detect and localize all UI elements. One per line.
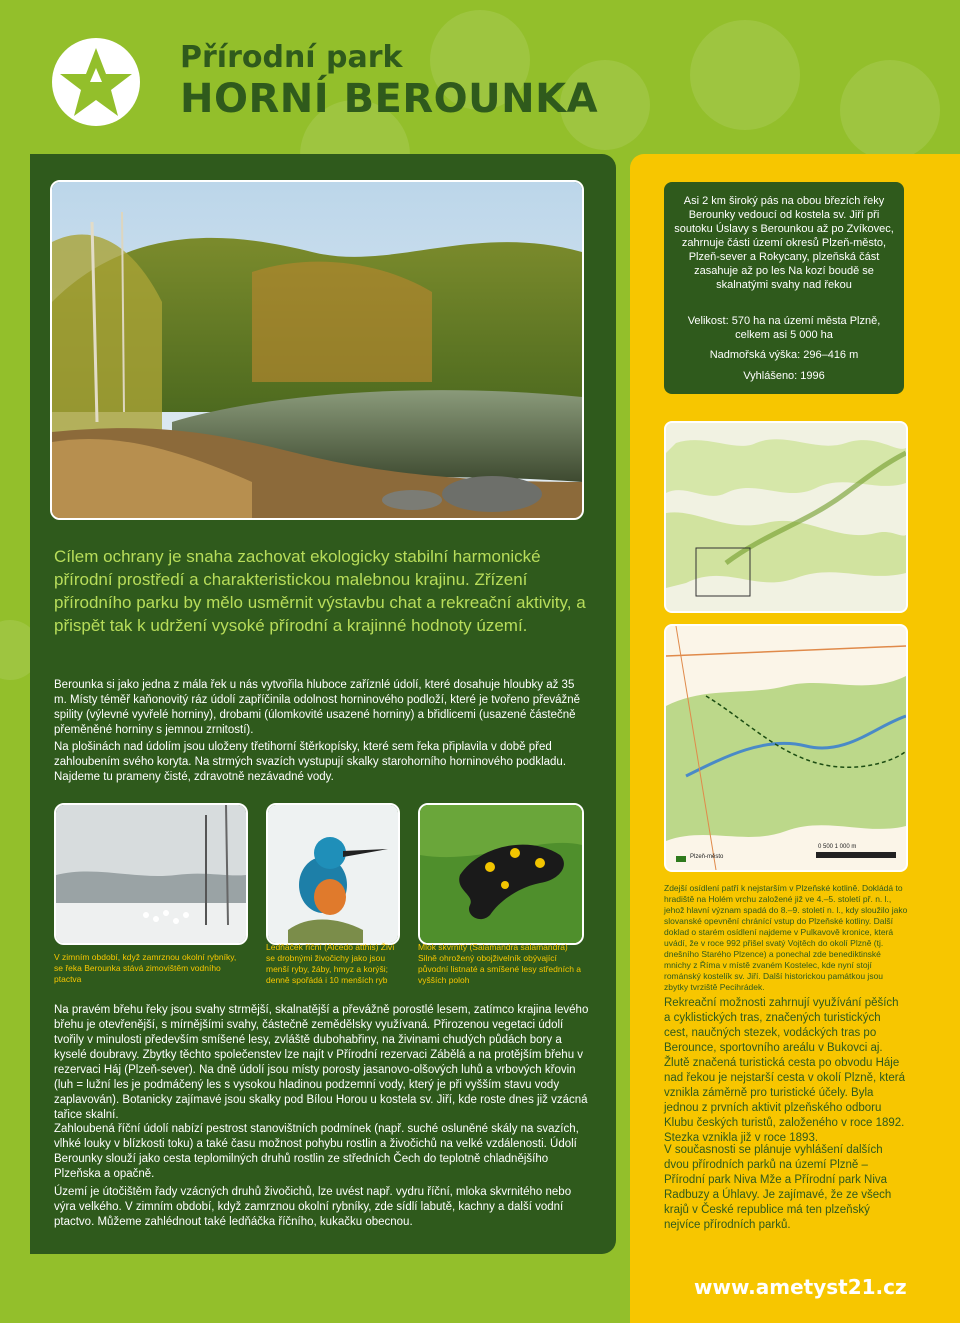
detail-map (664, 624, 908, 872)
salamander-photo-caption: Mlok skvrnitý (Salamandra salamandra) Silně ohrožený obojživelník obývající původní listnaté a smíšené lesy středních a vyšších poloh (418, 942, 582, 985)
winter-photo-caption: V zimním období, když zamrznou okolní rybníky, se řeka Berounka stává zimovištěm vodního ptactva (54, 952, 237, 984)
map-legend-label: Plzeň-město (690, 854, 724, 860)
map-scale-label: 0 500 1 000 m (818, 844, 857, 850)
kingfisher-image (268, 805, 398, 943)
info-box (664, 182, 904, 394)
kingfisher-photo (266, 803, 400, 945)
overview-map-image (666, 423, 906, 611)
decor-circle (690, 20, 800, 130)
star-logo-icon (52, 38, 140, 126)
winter-photo (54, 803, 248, 945)
river-landscape-image (52, 182, 582, 518)
salamander-photo (418, 803, 584, 945)
lead-text: Cílem ochrany je snaha zachovat ekologicky stabilní harmonické přírodní prostředí a charakteristickou malebnou krajinu. Zřízení přírodního parku by mělo usměrnit výstavbu chat a rekreační aktivity, a přispět tak k udržení vysoké přírodní a krajinné hodnoty území. (54, 547, 586, 635)
decor-circle (840, 60, 940, 160)
recreation-text: Rekreační možnosti zahrnují využívání pěších a cyklistických tras, značených turistických cest, naučných stezek, vodáckých tras po Berounce, sportovního areálu v Bukovci aj. Žlutě značená turistická cesta po obvodu Háje nad řekou je nejstarší cesta v okolí Plzně, která vznikla záměrně pro turistické účely. Byla jednou z prvních aktivit plzeňského odboru Klubu českých turistů, založeného v roce 1892. Stezka vznikla již v roce 1893. (664, 997, 905, 1144)
winter-river-image (56, 805, 246, 943)
bottom-paragraph-3: Území je útočištěm řady vzácných druhů živočichů, lze uvést např. vydru říční, mloka skvrnitého nebo výra velkého. V zimním období, když zamrznou okolní rybníky, zde sídlí labutě, kachny a další vodní ptactvo. Můžeme zahlédnout také ledňáčka říčního, kukačku obecnou. (54, 1186, 572, 1228)
river-photo (50, 180, 584, 520)
salamander-image (420, 805, 582, 943)
bottom-paragraph-2: Zahloubená říční údolí nabízí pestrost stanovištních podmínek (např. suché osluněné skály na svazích, vlhké louky v blízkosti toku) a také času možnost pohybu rostlin a živočichů na velké vzdálenosti. Údolí Berounky slouží jako cesta teplomilných druhů rostlin ze středních Čech do teplotně chladnějšího Plzeňska a opačně. (54, 1123, 579, 1180)
bottom-paragraph-1: Na pravém břehu řeky jsou svahy strmější, skalnatější a převážně porostlé lesem, zatímco krajina levého břehu je otevřenější, s mírnějšími svahy, částečně zemědělsky využívaná. Přirozenou vegetaci údolí tvořily v minulosti především smíšené lesy, zvláště dubohabřiny, na živinami chudých půdách bory a kyselé doubravy. Zbytky těchto společenstev lze najít v Přírodní rezervaci Zábělá a na protějším břehu v rezervaci Háj (Plzeň-sever). Na dně údolí jsou místy porosty jasanovo-olšových luhů a vrbových křovin (luh = lužní les je podmáčený les s vysokou hladinou podzemní vody, který je při vyšším stavu vody zaplavován). Botanicky zajímavé jsou skalky pod Bílou Horou u kostela sv. Jiří, kde roste dnes již vzácná tařice skalní. (54, 1004, 589, 1121)
info-declared: Vyhlášeno: 1996 (743, 370, 825, 382)
detail-map-image (666, 626, 906, 870)
overview-map (664, 421, 908, 613)
planning-text: V současnosti se plánuje vyhlášení dalších dvou přírodních parků na území Plzně – Přírodní park Niva Mže a Přírodní park Niva Radbuzy a Úhlavy. Je zajímavé, že ze všech krajů v České republice má ten plzeňský nejvíce přírodních parků. (664, 1144, 892, 1231)
title-line1: Přírodní park (180, 40, 403, 75)
park-logo (52, 38, 140, 126)
info-description: Asi 2 km široký pás na obou březích řeky Berounky vedoucí od kostela sv. Jiří při soutoku Úslavy s Berounkou až po Zvíkovec, zahrnuje části území okresů Plzeň-město, Plzeň-sever a Rokycany, plzeňská část zasahuje až po les Na kozí boudě se skalnatými svahy nad řekou (674, 195, 894, 291)
kingfisher-photo-caption: Ledňáček říční (Alcedo atthis) Živí se drobnými živočichy jako jsou menší ryby, žáby, hmyz a korýši; denně spořádá i 10 menších ryb (266, 942, 395, 985)
footer-url[interactable]: www.ametyst21.cz (694, 1275, 907, 1299)
info-altitude: Nadmořská výška: 296–416 m (709, 349, 859, 361)
title-line2: HORNÍ BEROUNKA (180, 76, 599, 122)
history-text: Zdejší osídlení patří k nejstarším v Plzeňské kotlině. Dokládá to hradiště na Holém vrchu založené již ve 4.–5. století př. n. l., jehož hlavní význam spadá do 8.–9. století n. l., kdy sloužilo jako slovanské opevnění chránící vstup do Plzeňské kotliny. Další doklad o starém osídlení najdeme v Pulkavově kronice, která uvádí, že v roce 992 přišel svatý Vojtěch do okolí Plzně (tj. dnešního Starého Plzence) a ponechal zde benediktinské mnichy z Říma v místě zvaném Kostelec, kde nyní stojí románský kostelík sv. Jiří. Další historickou památkou jsou zbytky tvrziště Pecihrádek. (664, 883, 908, 992)
info-size: Velikost: 570 ha na území města Plzně, celkem asi 5 000 ha (687, 315, 881, 341)
main-paragraph-2: Na plošinách nad údolím jsou uloženy třetihorní štěrkopísky, které sem řeka připlavila v době před zahloubením svého koryta. Na strmých svazích vystupují skalky starohorního horninového podkladu. Najdeme tu prameny čisté, zdravotně nezávadné vody. (54, 741, 567, 783)
main-paragraph-1: Berounka si jako jedna z mála řek u nás vytvořila hluboce zaříznlé údolí, které dosahuje hloubky až 35 m. Místy téměř kaňonovitý ráz údolí zapříčinila odolnost horninového podloží, které je tvořeno převážně spility (výlevné vyvřelé horniny), drobami (úlomkovité usazené horniny) a břidlicemi (usazené částečně přeměněné horniny s jemnou zrnitostí). (54, 679, 581, 736)
